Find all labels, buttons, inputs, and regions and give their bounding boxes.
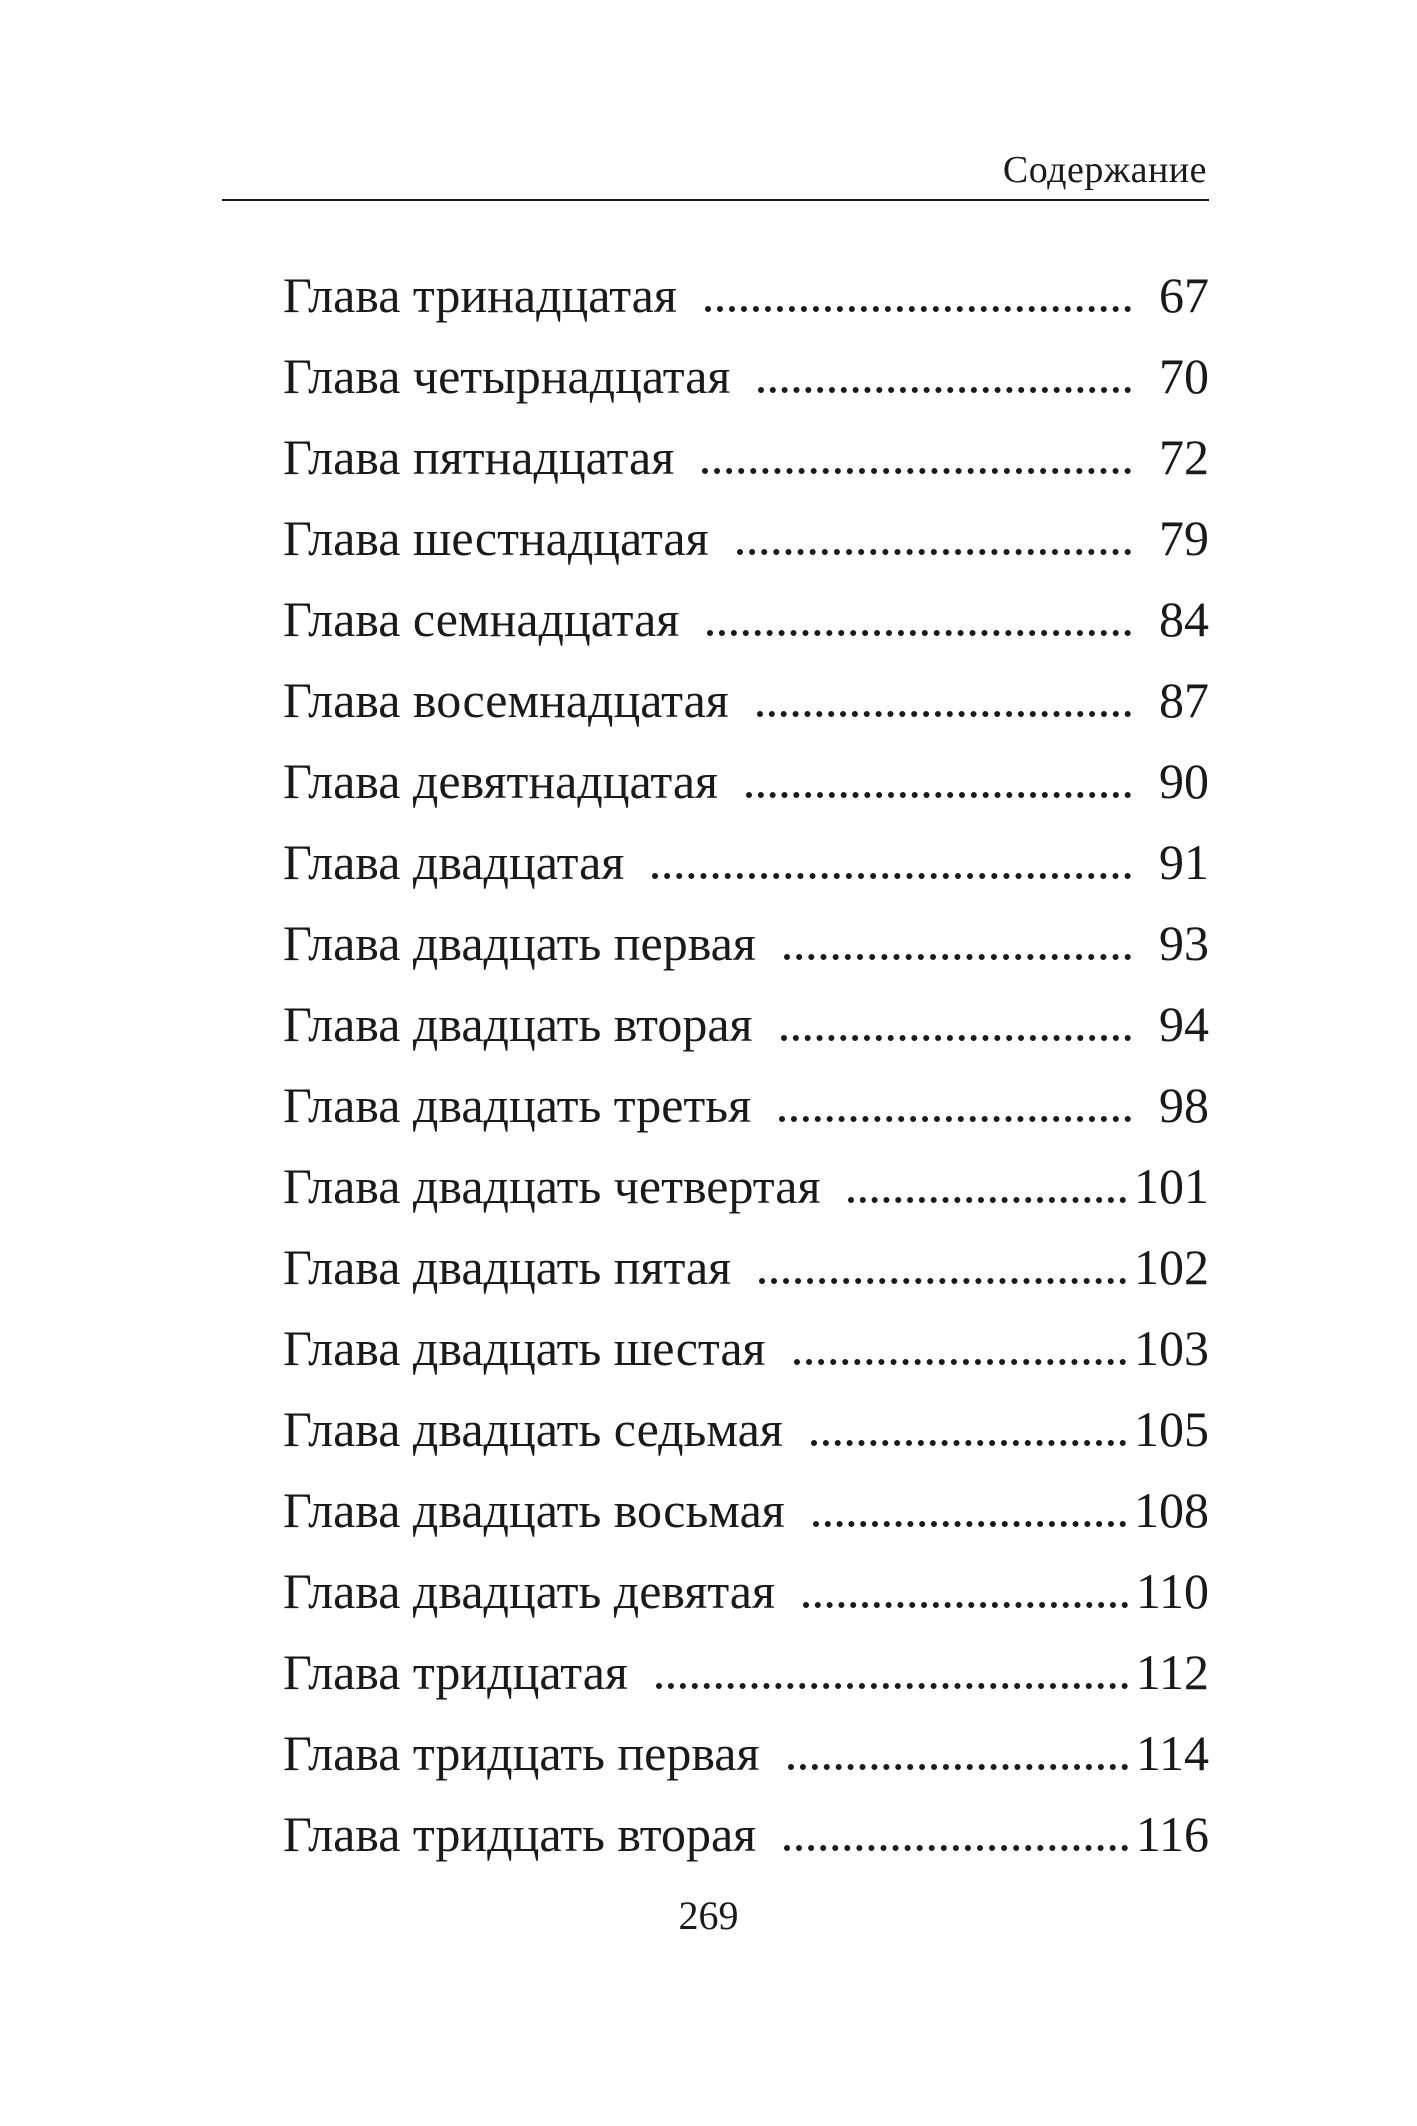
toc-entry[interactable] xyxy=(283,498,1209,579)
toc-entry[interactable] xyxy=(283,417,1209,498)
toc-entry[interactable] xyxy=(283,255,1209,336)
toc-entry-title: Глава тридцать вторая xyxy=(283,1806,757,1862)
dot-leader xyxy=(705,306,1131,312)
toc-entry-page: 87 xyxy=(1159,672,1209,728)
toc-entry-title: Глава тридцатая xyxy=(283,1644,628,1700)
toc-entry-page: 110 xyxy=(1135,1563,1209,1619)
dot-leader xyxy=(737,549,1131,555)
toc-entry-title: Глава тринадцатая xyxy=(283,267,677,323)
toc-entry[interactable] xyxy=(283,903,1209,984)
toc-entry[interactable] xyxy=(283,660,1209,741)
toc-entry[interactable] xyxy=(283,336,1209,417)
toc-entry-title: Глава двадцать девятая xyxy=(283,1563,775,1619)
dot-leader xyxy=(788,1764,1128,1770)
toc-entry[interactable] xyxy=(283,984,1209,1065)
toc-entry-title: Глава семнадцатая xyxy=(283,591,680,647)
toc-entry-title: Глава двадцать четвертая xyxy=(283,1158,821,1214)
dot-leader xyxy=(848,1197,1126,1203)
toc-entry-title: Глава тридцать первая xyxy=(283,1725,760,1781)
toc-entry[interactable] xyxy=(283,822,1209,903)
dot-leader xyxy=(746,792,1131,798)
toc-entry[interactable] xyxy=(283,1551,1209,1632)
toc-entry-title: Глава двадцать шестая xyxy=(283,1320,766,1376)
dot-leader xyxy=(759,1278,1126,1284)
toc-entry-page: 93 xyxy=(1159,915,1209,971)
toc-entry-title: Глава двадцать вторая xyxy=(283,996,753,1052)
dot-leader xyxy=(652,873,1131,879)
toc-entry-page: 105 xyxy=(1134,1401,1209,1457)
dot-leader xyxy=(656,1683,1128,1689)
toc-entry-page: 103 xyxy=(1134,1320,1209,1376)
toc-entry-title: Глава двадцать пятая xyxy=(283,1239,732,1295)
toc-entry[interactable] xyxy=(283,1632,1209,1713)
toc-entry-page: 102 xyxy=(1134,1239,1209,1295)
dot-leader xyxy=(784,1845,1128,1851)
toc-entry-title: Глава четырнадцатая xyxy=(283,348,731,404)
dot-leader xyxy=(803,1602,1128,1608)
toc-entry-title: Глава восемнадцатая xyxy=(283,672,729,728)
toc-entry[interactable] xyxy=(283,1470,1209,1551)
toc-entry-page: 101 xyxy=(1134,1158,1209,1214)
dot-leader xyxy=(707,630,1131,636)
dot-leader xyxy=(779,1116,1131,1122)
toc-entry[interactable] xyxy=(283,1794,1209,1875)
dot-leader xyxy=(811,1440,1126,1446)
running-head: Содержание xyxy=(1002,149,1207,191)
toc-entry-title: Глава двадцать седьмая xyxy=(283,1401,783,1457)
dot-leader xyxy=(757,711,1131,717)
dot-leader xyxy=(794,1359,1126,1365)
toc-entry-page: 72 xyxy=(1159,429,1209,485)
toc-entry-title: Глава девятнадцатая xyxy=(283,753,719,809)
toc-entry-page: 91 xyxy=(1159,834,1209,890)
toc-entry-page: 116 xyxy=(1135,1806,1209,1862)
toc-entry[interactable] xyxy=(283,1713,1209,1794)
toc-entry[interactable] xyxy=(283,1146,1209,1227)
table-of-contents xyxy=(283,255,1209,1875)
dot-leader xyxy=(702,468,1131,474)
toc-entry-title: Глава двадцать первая xyxy=(283,915,756,971)
toc-entry[interactable] xyxy=(283,741,1209,822)
toc-entry-title: Глава шестнадцатая xyxy=(283,510,709,566)
toc-entry-page: 112 xyxy=(1135,1644,1209,1700)
toc-entry[interactable] xyxy=(283,1308,1209,1389)
toc-entry[interactable] xyxy=(283,1227,1209,1308)
page-number: 269 xyxy=(678,1893,739,1938)
dot-leader xyxy=(813,1521,1126,1527)
toc-entry-title: Глава двадцать восьмая xyxy=(283,1482,785,1538)
toc-entry-title: Глава двадцать третья xyxy=(283,1077,752,1133)
header-rule xyxy=(222,199,1209,201)
toc-entry-page: 98 xyxy=(1159,1077,1209,1133)
toc-entry[interactable] xyxy=(283,1389,1209,1470)
toc-entry-page: 84 xyxy=(1159,591,1209,647)
toc-entry-title: Глава пятнадцатая xyxy=(283,429,675,485)
toc-entry-page: 108 xyxy=(1134,1482,1209,1538)
dot-leader xyxy=(784,954,1131,960)
toc-entry-page: 94 xyxy=(1159,996,1209,1052)
dot-leader xyxy=(781,1035,1131,1041)
toc-entry-page: 70 xyxy=(1159,348,1209,404)
toc-entry-title: Глава двадцатая xyxy=(283,834,625,890)
toc-entry-page: 90 xyxy=(1159,753,1209,809)
toc-entry-page: 79 xyxy=(1159,510,1209,566)
dot-leader xyxy=(758,387,1131,393)
toc-entry-page: 114 xyxy=(1135,1725,1209,1781)
toc-entry[interactable] xyxy=(283,1065,1209,1146)
toc-entry-page: 67 xyxy=(1159,267,1209,323)
toc-entry[interactable] xyxy=(283,579,1209,660)
